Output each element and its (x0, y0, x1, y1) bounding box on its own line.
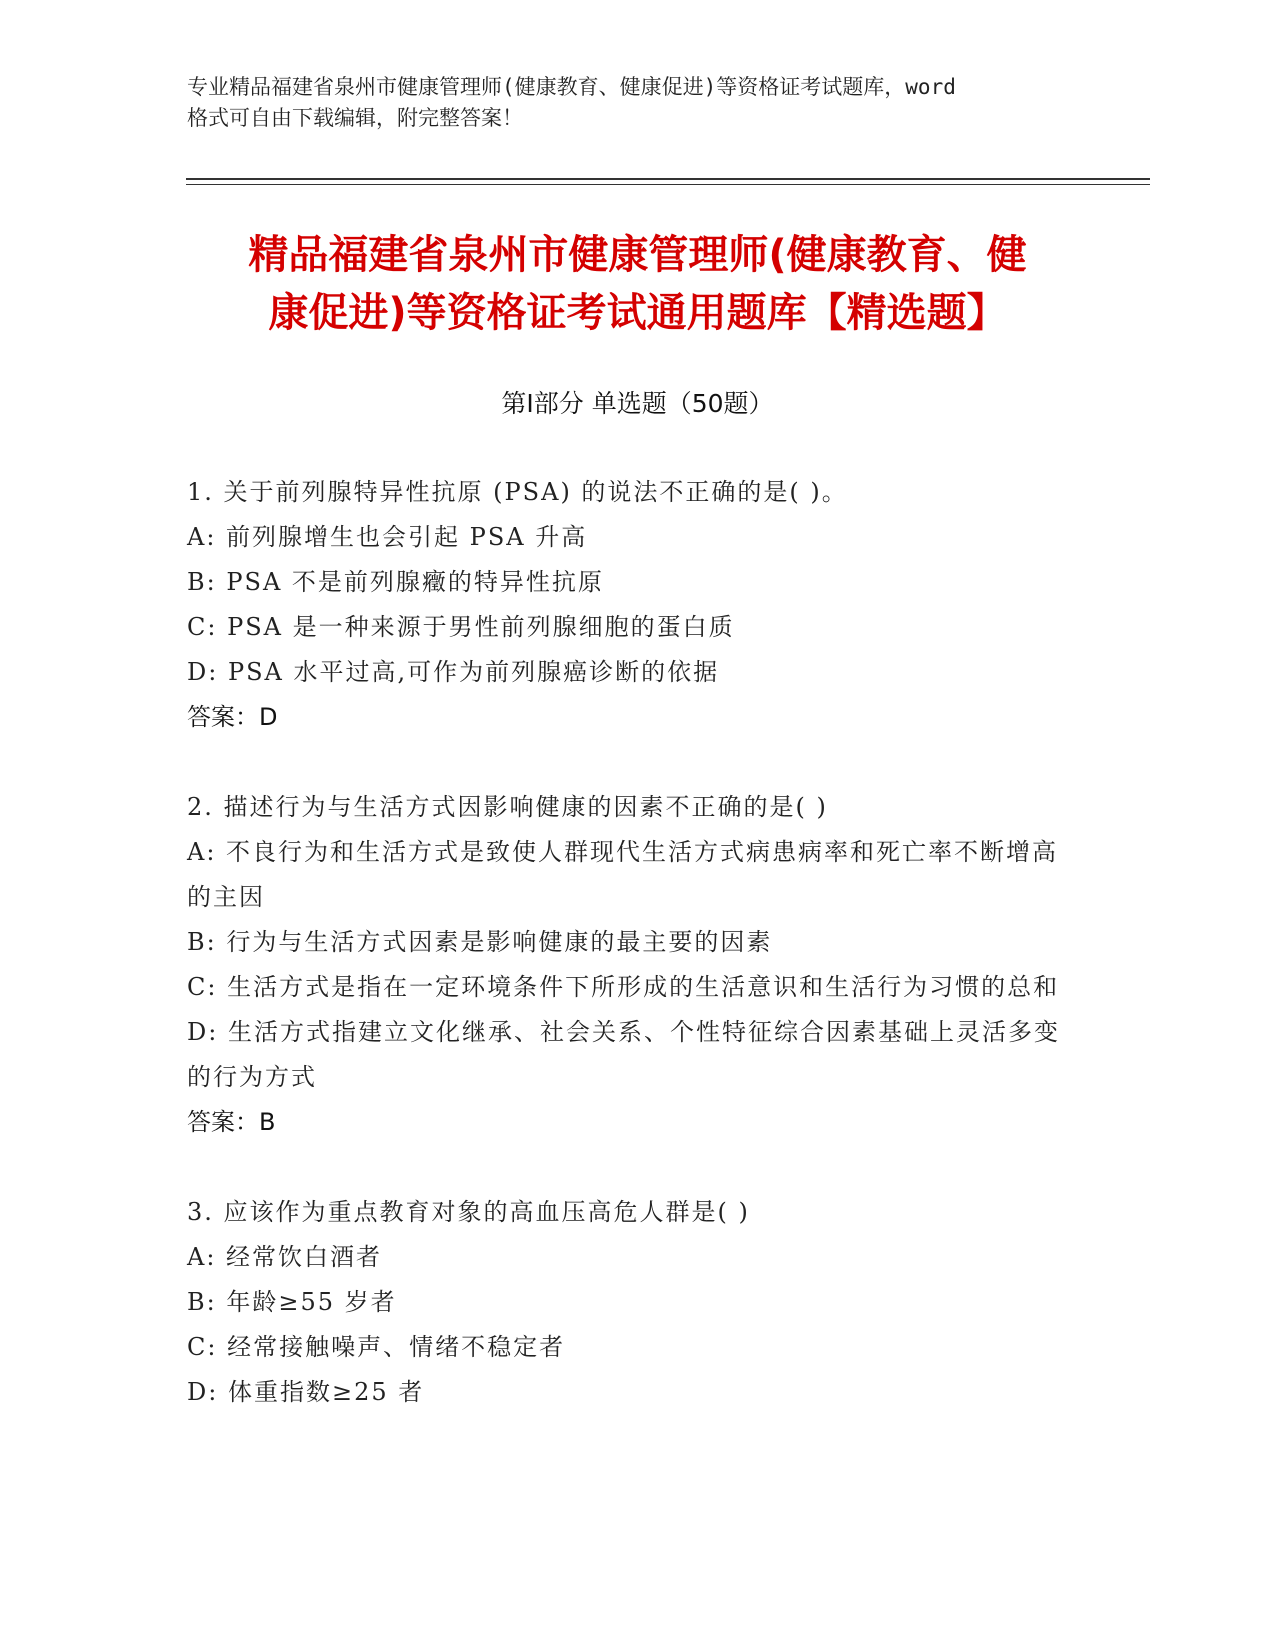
header-line-1: 专业精品福建省泉州市健康管理师(健康教育、健康促进)等资格证考试题库，word (187, 75, 956, 99)
option-c: C: 生活方式是指在一定环境条件下所形成的生活意识和生活行为习惯的总和 (187, 973, 1060, 1001)
question-stem: 1. 关于前列腺特异性抗原 (PSA) 的说法不正确的是( )。 (187, 478, 848, 506)
option-a: A: 前列腺增生也会引起 PSA 升高 (187, 523, 588, 551)
question-1 (187, 470, 1082, 740)
header-line-2: 格式可自由下载编辑，附完整答案！ (187, 106, 523, 130)
section-heading: 第Ⅰ部分 单选题（50题） (501, 389, 774, 418)
option-b: B: PSA 不是前列腺癥的特异性抗原 (187, 568, 604, 596)
option-d: D: 体重指数≥25 者 (187, 1378, 425, 1406)
header-divider-thick (186, 178, 1150, 180)
answer: 答案：B (187, 1108, 276, 1136)
option-b: B: 行为与生活方式因素是影响健康的最主要的因素 (187, 928, 773, 956)
question-list (187, 470, 1082, 1460)
document-header (187, 72, 1087, 134)
option-c: C: PSA 是一种来源于男性前列腺细胞的蛋白质 (187, 613, 735, 641)
option-a: A: 经常饮白酒者 (187, 1243, 383, 1271)
header-divider-thin (186, 184, 1150, 185)
document-title (160, 226, 1115, 342)
option-d: D: PSA 水平过高,可作为前列腺癌诊断的依据 (187, 658, 720, 686)
question-stem: 2. 描述行为与生活方式因影响健康的因素不正确的是( ) (187, 793, 828, 821)
title-line-1: 精品福建省泉州市健康管理师(健康教育、健 (248, 232, 1027, 278)
option-c: C: 经常接触噪声、情绪不稳定者 (187, 1333, 566, 1361)
option-d: D: 生活方式指建立文化继承、社会关系、个性特征综合因素基础上灵活多变的行为方式 (187, 1018, 1060, 1091)
title-line-2: 康促进)等资格证考试通用题库【精选题】 (268, 290, 1007, 336)
question-stem: 3. 应该作为重点教育对象的高血压高危人群是( ) (187, 1198, 750, 1226)
answer: 答案：D (187, 703, 278, 731)
option-b: B: 年龄≥55 岁者 (187, 1288, 397, 1316)
question-2 (187, 785, 1082, 1145)
option-a: A: 不良行为和生活方式是致使人群现代生活方式病患病率和死亡率不断增高的主因 (187, 838, 1059, 911)
question-3 (187, 1190, 1082, 1415)
